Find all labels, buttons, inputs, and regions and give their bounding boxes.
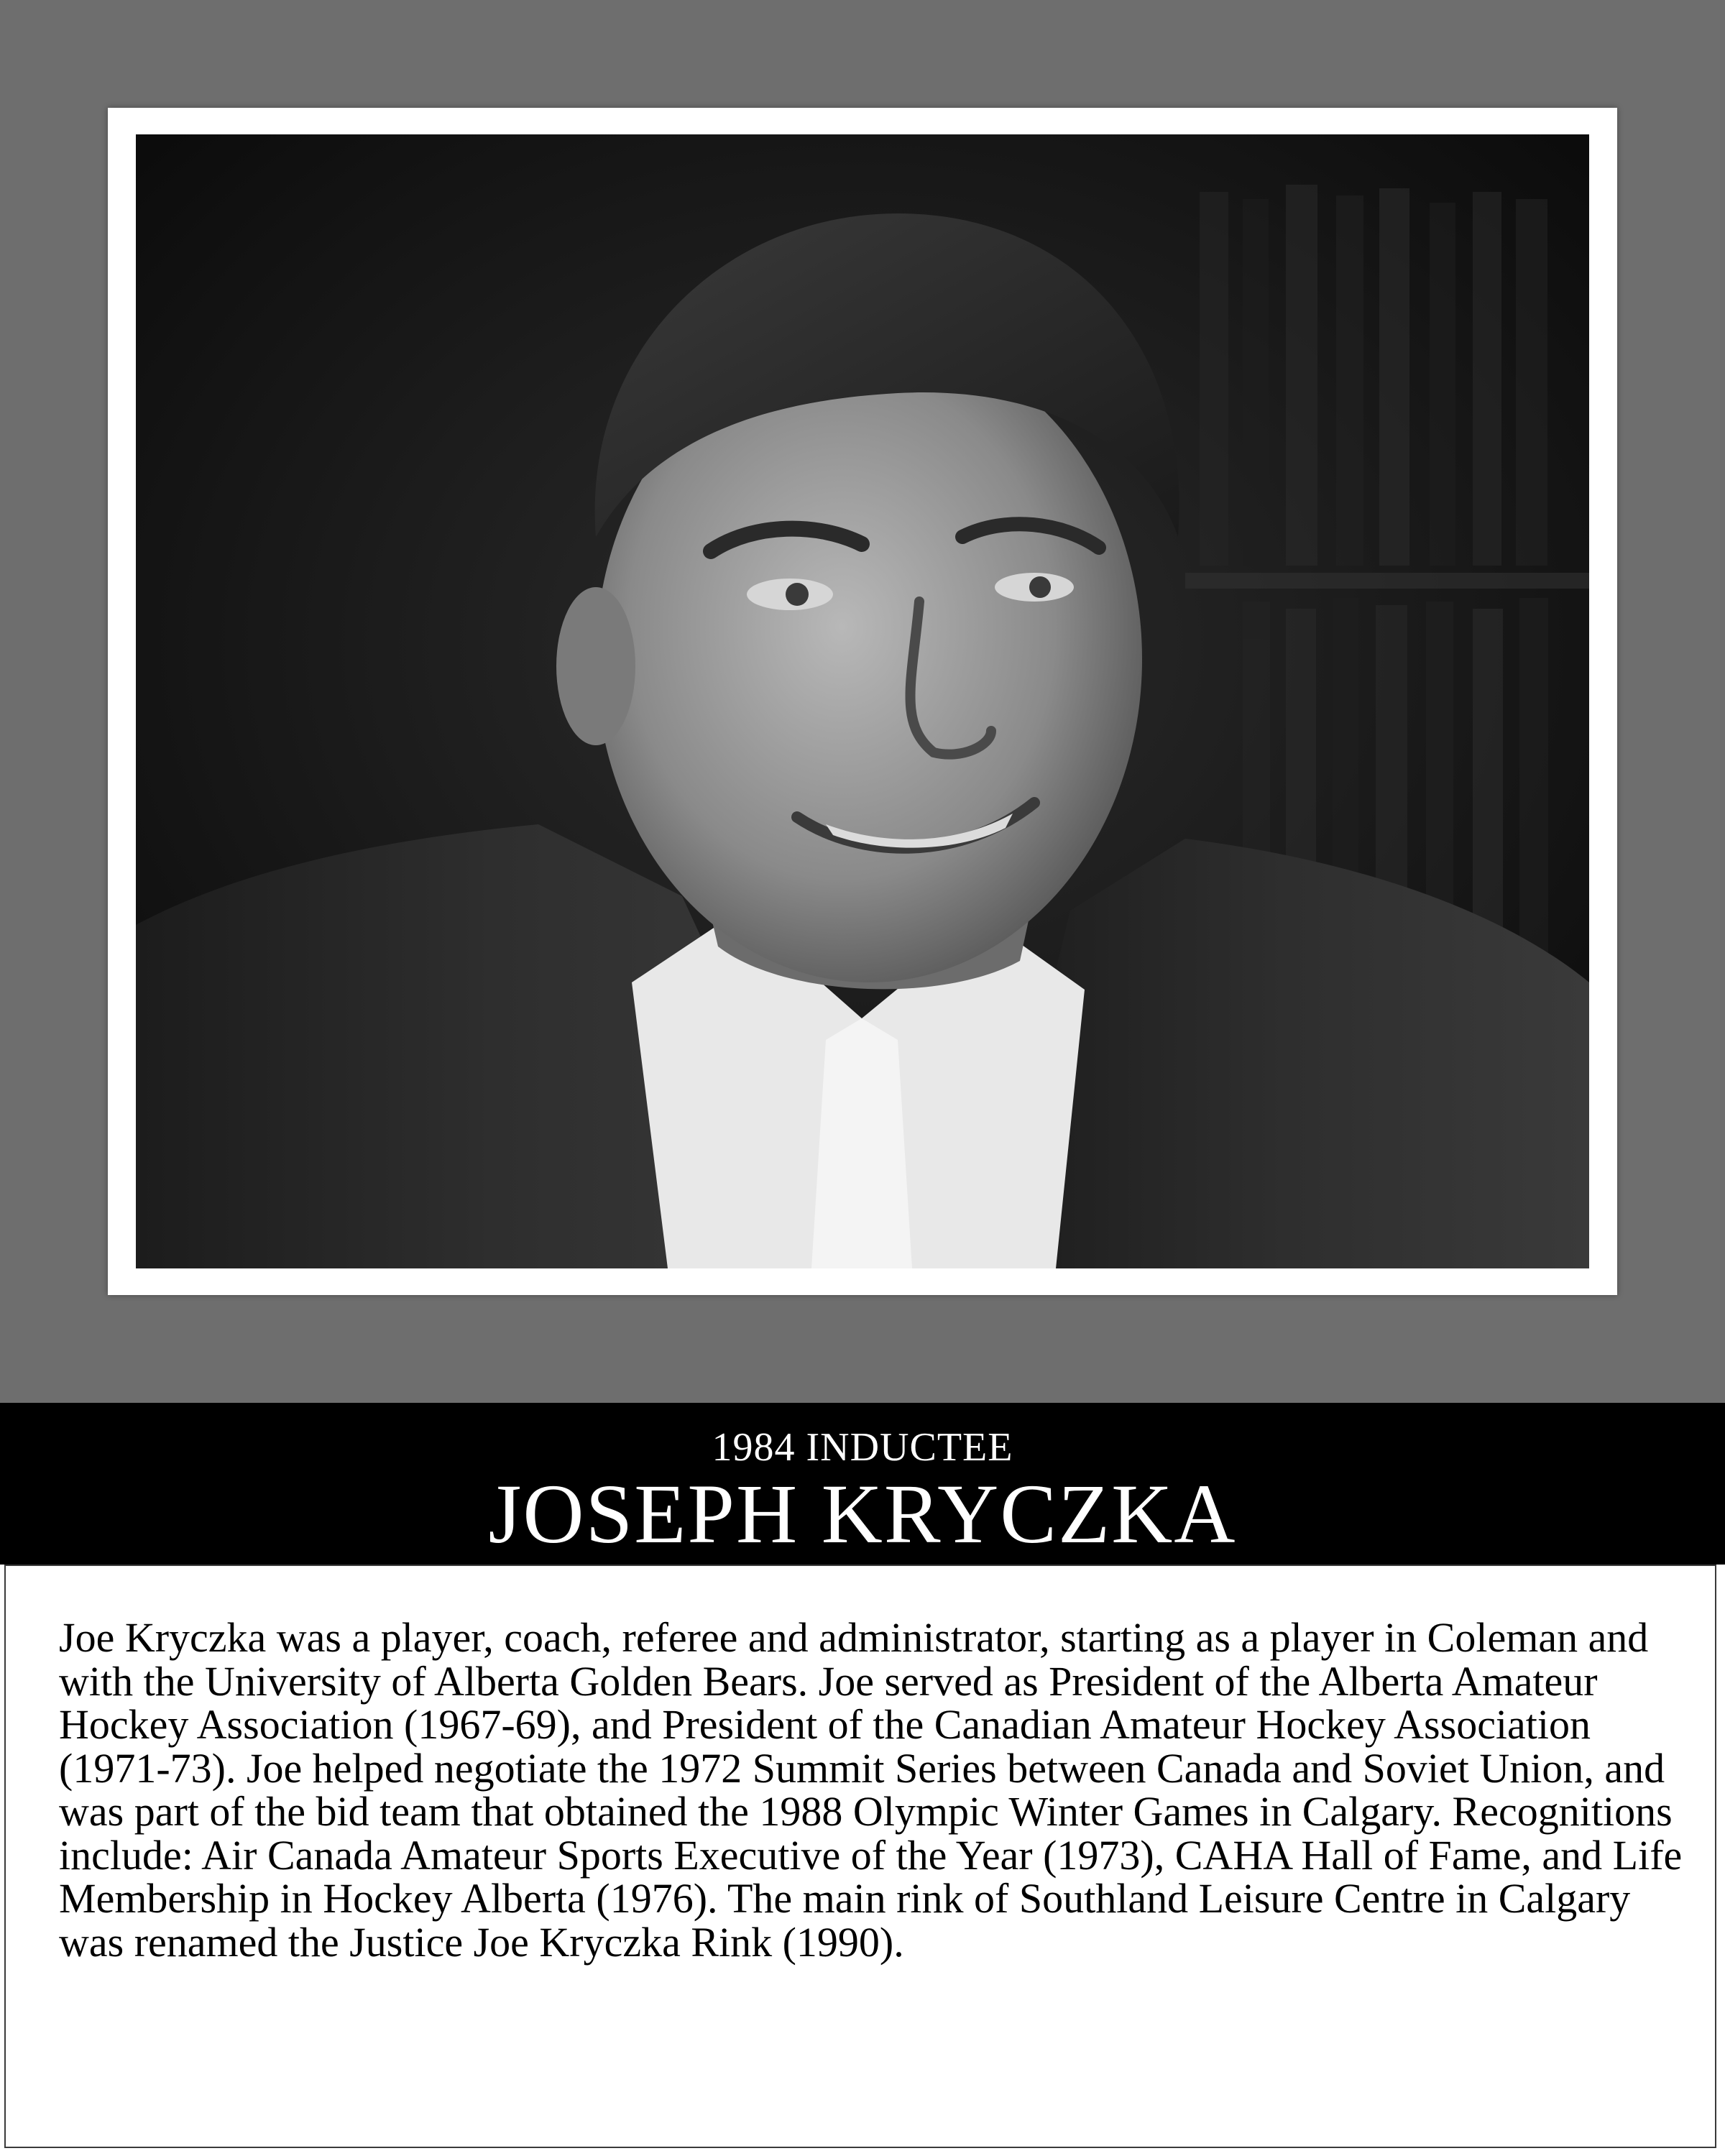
portrait-illustration — [136, 134, 1589, 1268]
inductee-year-label: 1984 INDUCTEE — [712, 1425, 1013, 1470]
inductee-name: JOSEPH KRYCZKA — [488, 1467, 1237, 1561]
biography-box — [4, 1565, 1716, 2148]
portrait-photo-icon — [136, 134, 1589, 1268]
inductee-banner — [0, 1403, 1725, 1565]
biography-text: Joe Kryczka was a player, coach, referee and administrator, starting as a player in Coleman and with the University of Alberta Golden Bears. Joe served as President of the Alberta Amateur Hockey Association (1967-69), and President of the Canadian Amateur Hockey Association (1971-73). Joe helped negotiate the 1972 Summit Series between Canada and Soviet Union, and was part of the bid team that obtained the 1988 Olympic Winter Games in Calgary. Recognitions include: Air Canada Amateur Sports Executive of the Year (1973), CAHA Hall of Fame, and Life Membership in Hockey Alberta (1976). The main rink of Southland Leisure Centre in Calgary was renamed the Justice Joe Kryczka Rink (1990). — [59, 1614, 1683, 1966]
photo-frame — [108, 108, 1617, 1295]
